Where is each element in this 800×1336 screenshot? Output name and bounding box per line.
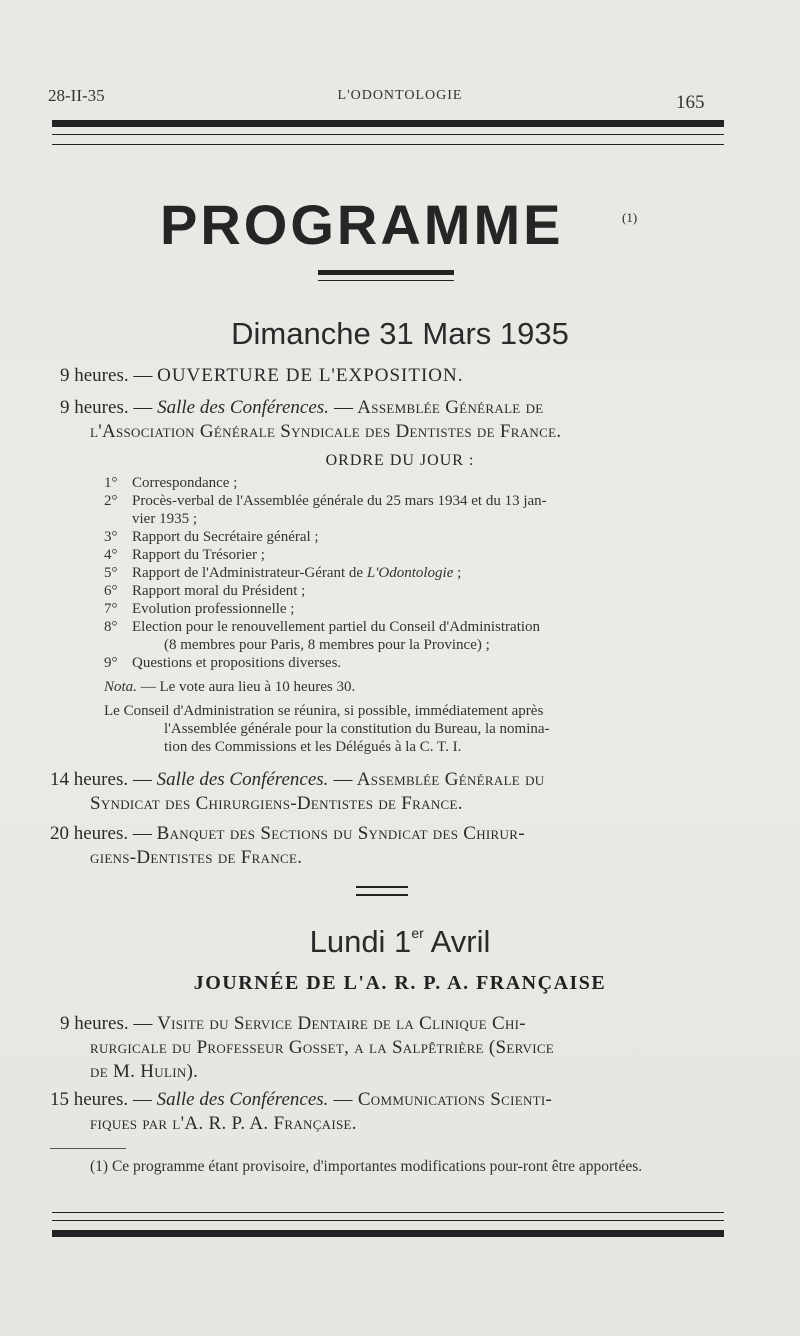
title-divider bbox=[318, 280, 454, 281]
header-date: 28-II-35 bbox=[48, 86, 105, 105]
agenda-item: 7° Evolution professionnelle ; bbox=[104, 601, 295, 617]
section-divider bbox=[356, 886, 408, 888]
title-footnote-mark: (1) bbox=[622, 210, 638, 225]
entry-line: de M. Hulin). bbox=[90, 1061, 199, 1082]
entry-line: l'Association Générale Syndicale des Dentistes de France. bbox=[90, 421, 562, 442]
title-divider bbox=[318, 270, 454, 275]
agenda-conseil-line: Le Conseil d'Administration se réunira, si possible, immédiatement après bbox=[104, 703, 544, 719]
program-entry bbox=[50, 822, 740, 870]
entry-time: 15 heures. — bbox=[50, 1089, 157, 1110]
program-entry bbox=[60, 364, 464, 388]
agenda-conseil-line: tion des Commissions et les Délégués à la C. T. I. bbox=[164, 739, 462, 755]
day-heading: Lundi 1er Avril bbox=[309, 924, 491, 959]
entry-line: giens-Dentistes de France. bbox=[90, 847, 303, 868]
agenda-item: 8° Election pour le renouvellement partiel du Conseil d'Administration bbox=[104, 619, 541, 635]
header-page-number: 165 bbox=[676, 92, 705, 113]
entry-place: Salle des Conférences. bbox=[156, 1089, 329, 1110]
agenda-item: 5° Rapport de l'Administrateur-Gérant de L'Odontologie ; bbox=[104, 565, 462, 581]
entry-text: — Communications Scienti- bbox=[328, 1089, 553, 1110]
agenda-item: 6° Rapport moral du Président ; bbox=[104, 583, 306, 599]
entry-time: 9 heures. — bbox=[60, 397, 158, 418]
entry-line bbox=[50, 1088, 730, 1112]
footnote: (1) Ce programme étant provisoire, d'importantes modifications pour-ront être apportées. bbox=[90, 1158, 643, 1175]
agenda-item: 4° Rapport du Trésorier ; bbox=[104, 547, 265, 563]
day-heading: Dimanche 31 Mars 1935 bbox=[231, 316, 569, 351]
entry-line bbox=[50, 768, 740, 792]
entry-line bbox=[60, 1012, 730, 1036]
entry-place: Salle des Conférences. bbox=[157, 397, 329, 418]
agenda-nota: Nota. — Le vote aura lieu à 10 heures 30. bbox=[104, 679, 356, 695]
program-entry bbox=[50, 768, 740, 816]
entry-time: 9 heures. — bbox=[60, 1013, 158, 1034]
header-rule-thin bbox=[52, 134, 724, 135]
agenda-item: 9° Questions et propositions diverses. bbox=[104, 655, 342, 671]
entry-text: — Assemblée Générale de bbox=[328, 397, 544, 418]
footer-rule-thick bbox=[52, 1230, 724, 1237]
entry-line: fiques par l'A. R. P. A. Française. bbox=[90, 1113, 357, 1134]
header-journal-title: L'ODONTOLOGIE bbox=[337, 88, 463, 103]
footnote-separator bbox=[50, 1148, 126, 1149]
entry-line: rurgicale du Professeur Gosset, a la Salpêtrière (Service bbox=[90, 1037, 555, 1058]
entry-line bbox=[60, 396, 740, 420]
entry-text: Visite du Service Dentaire de la Clinique Chi- bbox=[157, 1013, 526, 1034]
footer-rule-thin bbox=[52, 1212, 724, 1213]
section-divider bbox=[356, 894, 408, 896]
header-rule-thick bbox=[52, 120, 724, 127]
entry-time: 9 heures. — bbox=[60, 365, 158, 386]
entry-place: Salle des Conférences. bbox=[156, 769, 329, 790]
header-rule-thin bbox=[52, 144, 724, 145]
entry-text: OUVERTURE DE L'EXPOSITION. bbox=[157, 365, 464, 386]
footer-rule-thin bbox=[52, 1220, 724, 1221]
agenda-item: 1° Correspondance ; bbox=[104, 475, 238, 491]
entry-line bbox=[50, 822, 740, 846]
program-entry bbox=[60, 396, 740, 444]
agenda-item: 2° Procès-verbal de l'Assemblée générale du 25 mars 1934 et du 13 jan- bbox=[104, 493, 547, 509]
agenda-item: 3° Rapport du Secrétaire général ; bbox=[104, 529, 319, 545]
agenda-item-continuation: vier 1935 ; bbox=[132, 511, 197, 527]
entry-time: 20 heures. — bbox=[50, 823, 157, 844]
day-subtitle: JOURNÉE DE L'A. R. P. A. FRANÇAISE bbox=[193, 972, 607, 994]
program-entry bbox=[60, 1012, 730, 1084]
page-title: PROGRAMME bbox=[160, 193, 564, 256]
entry-text: Banquet des Sections du Syndicat des Chirur- bbox=[156, 823, 525, 844]
agenda-conseil-line: l'Assemblée générale pour la constitution du Bureau, la nomina- bbox=[164, 721, 550, 737]
agenda-heading: ORDRE DU JOUR : bbox=[325, 452, 475, 469]
entry-time: 14 heures. — bbox=[50, 769, 157, 790]
entry-line: Syndicat des Chirurgiens-Dentistes de France. bbox=[90, 793, 463, 814]
agenda-item-continuation: (8 membres pour Paris, 8 membres pour la Province) ; bbox=[164, 637, 490, 653]
agenda-list bbox=[104, 474, 744, 756]
program-entry bbox=[50, 1088, 730, 1136]
entry-text: — Assemblée Générale du bbox=[328, 769, 545, 790]
